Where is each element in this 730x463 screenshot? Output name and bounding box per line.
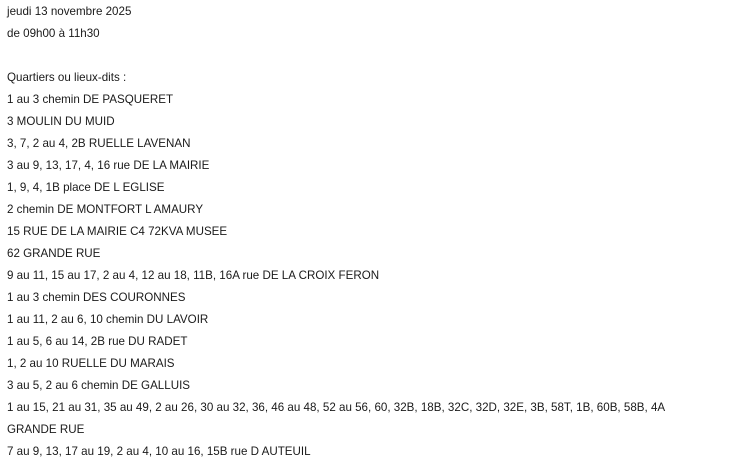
blank-line: [7, 45, 727, 67]
street-entry: 1 au 11, 2 au 6, 10 chemin DU LAVOIR: [7, 313, 209, 326]
notice-time-range: de 09h00 à 11h30: [7, 27, 100, 40]
street-entry: 1 au 3 chemin DE PASQUERET: [7, 93, 174, 106]
street-entry: 7 au 9, 13, 17 au 19, 2 au 4, 10 au 16, 15B rue D AUTEUIL: [7, 445, 311, 458]
section-title: Quartiers ou lieux-dits :: [7, 71, 127, 84]
notice-date: jeudi 13 novembre 2025: [7, 5, 132, 18]
street-entry: 15 RUE DE LA MAIRIE C4 72KVA MUSEE: [7, 225, 228, 238]
street-entry: 3 MOULIN DU MUID: [7, 115, 115, 128]
street-entry: 1 au 15, 21 au 31, 35 au 49, 2 au 26, 30 au 32, 36, 46 au 48, 52 au 56, 60, 32B, 18B, 32C, 32D, 32E, 3B, 58T, 1B, 60B, 58B, 4A: [7, 401, 666, 414]
street-entry: 1 au 3 chemin DES COURONNES: [7, 291, 186, 304]
street-entry: 2 chemin DE MONTFORT L AMAURY: [7, 203, 204, 216]
street-entry: 3, 7, 2 au 4, 2B RUELLE LAVENAN: [7, 137, 191, 150]
outage-notice: [7, 1, 727, 463]
street-entry: 62 GRANDE RUE: [7, 247, 101, 260]
street-entry: 3 au 5, 2 au 6 chemin DE GALLUIS: [7, 379, 191, 392]
street-entry: 1, 2 au 10 RUELLE DU MARAIS: [7, 357, 175, 370]
street-entry: 1, 9, 4, 1B place DE L EGLISE: [7, 181, 165, 194]
street-list: [7, 89, 727, 463]
street-entry: 9 au 11, 15 au 17, 2 au 4, 12 au 18, 11B, 16A rue DE LA CROIX FERON: [7, 269, 380, 282]
street-entry: 3 au 9, 13, 17, 4, 16 rue DE LA MAIRIE: [7, 159, 210, 172]
street-entry: GRANDE RUE: [7, 423, 85, 436]
street-entry: 1 au 5, 6 au 14, 2B rue DU RADET: [7, 335, 188, 348]
